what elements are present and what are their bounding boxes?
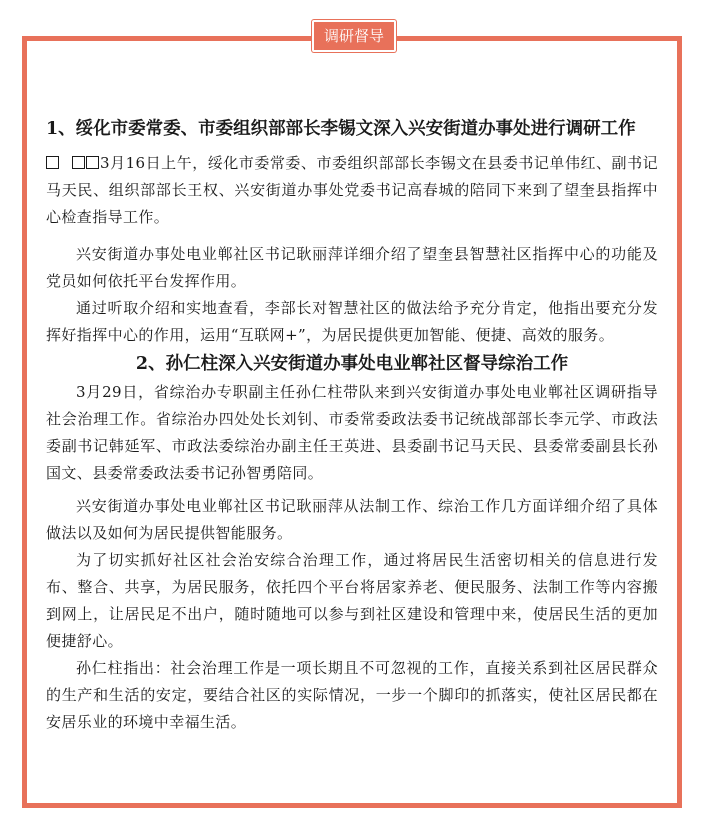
- section1-title: 1、绥化市委常委、市委组织部部长李锡文深入兴安街道办事处进行调研工作: [46, 119, 636, 139]
- s1-paragraph-1-text: 3月16日上午，绥化市委常委、市委组织部部长李锡文在县委书记单伟红、副书记马天民、组织部部长王权、兴安街道办事处党委书记高春城的陪同下来到了望奎县指挥中心检查指导工作。: [46, 154, 658, 226]
- placeholder-box-icon: [46, 156, 59, 169]
- placeholder-box-icon: [72, 156, 85, 169]
- placeholder-box-icon: [86, 156, 99, 169]
- s2-paragraph-2: 兴安街道办事处电业郸社区书记耿丽萍从法制工作、综治工作几方面详细介绍了具体做法以及如何为居民提供智能服务。: [46, 497, 658, 542]
- section-tag: 调研督导: [312, 20, 396, 52]
- s1-paragraph-3: 通过听取介绍和实地查看，李部长对智慧社区的做法给予充分肯定，他指出要充分发挥好指挥中心的作用，运用“互联网+”，为居民提供更加智能、便捷、高效的服务。: [46, 299, 658, 344]
- section2-title: 2、孙仁柱深入兴安街道办事处电业郸社区督导综治工作: [135, 354, 569, 374]
- s2-paragraph-4: 孙仁柱指出：社会治理工作是一项长期且不可忽视的工作，直接关系到社区居民群众的生产和生活的安定，要结合社区的实际情况，一步一个脚印的抓落实，使社区居民都在安居乐业的环境中幸福生活。: [46, 659, 658, 731]
- article-body: [46, 108, 658, 736]
- s1-paragraph-1: [46, 150, 658, 231]
- s2-paragraph-1: 3月29日，省综治办专职副主任孙仁柱带队来到兴安街道办事处电业郸社区调研指导社会治理工作。省综治办四处处长刘钊、市委常委政法委书记统战部部长李元学、市政法委副书记韩延军、市政法委综治办副主任王英进、县委副书记马天民、县委常委副县长孙国文、县委常委政法委书记孙智勇陪同。: [46, 383, 658, 482]
- s2-paragraph-3: 为了切实抓好社区社会治安综合治理工作，通过将居民生活密切相关的信息进行发布、整合、共享，为居民服务，依托四个平台将居家养老、便民服务、法制工作等内容搬到网上，让居民足不出户，随时随地可以参与到社区建设和管理中来，使居民生活的更加便捷舒心。: [46, 551, 658, 650]
- s1-paragraph-2: 兴安街道办事处电业郸社区书记耿丽萍详细介绍了望奎县智慧社区指挥中心的功能及党员如何依托平台发挥作用。: [46, 245, 658, 290]
